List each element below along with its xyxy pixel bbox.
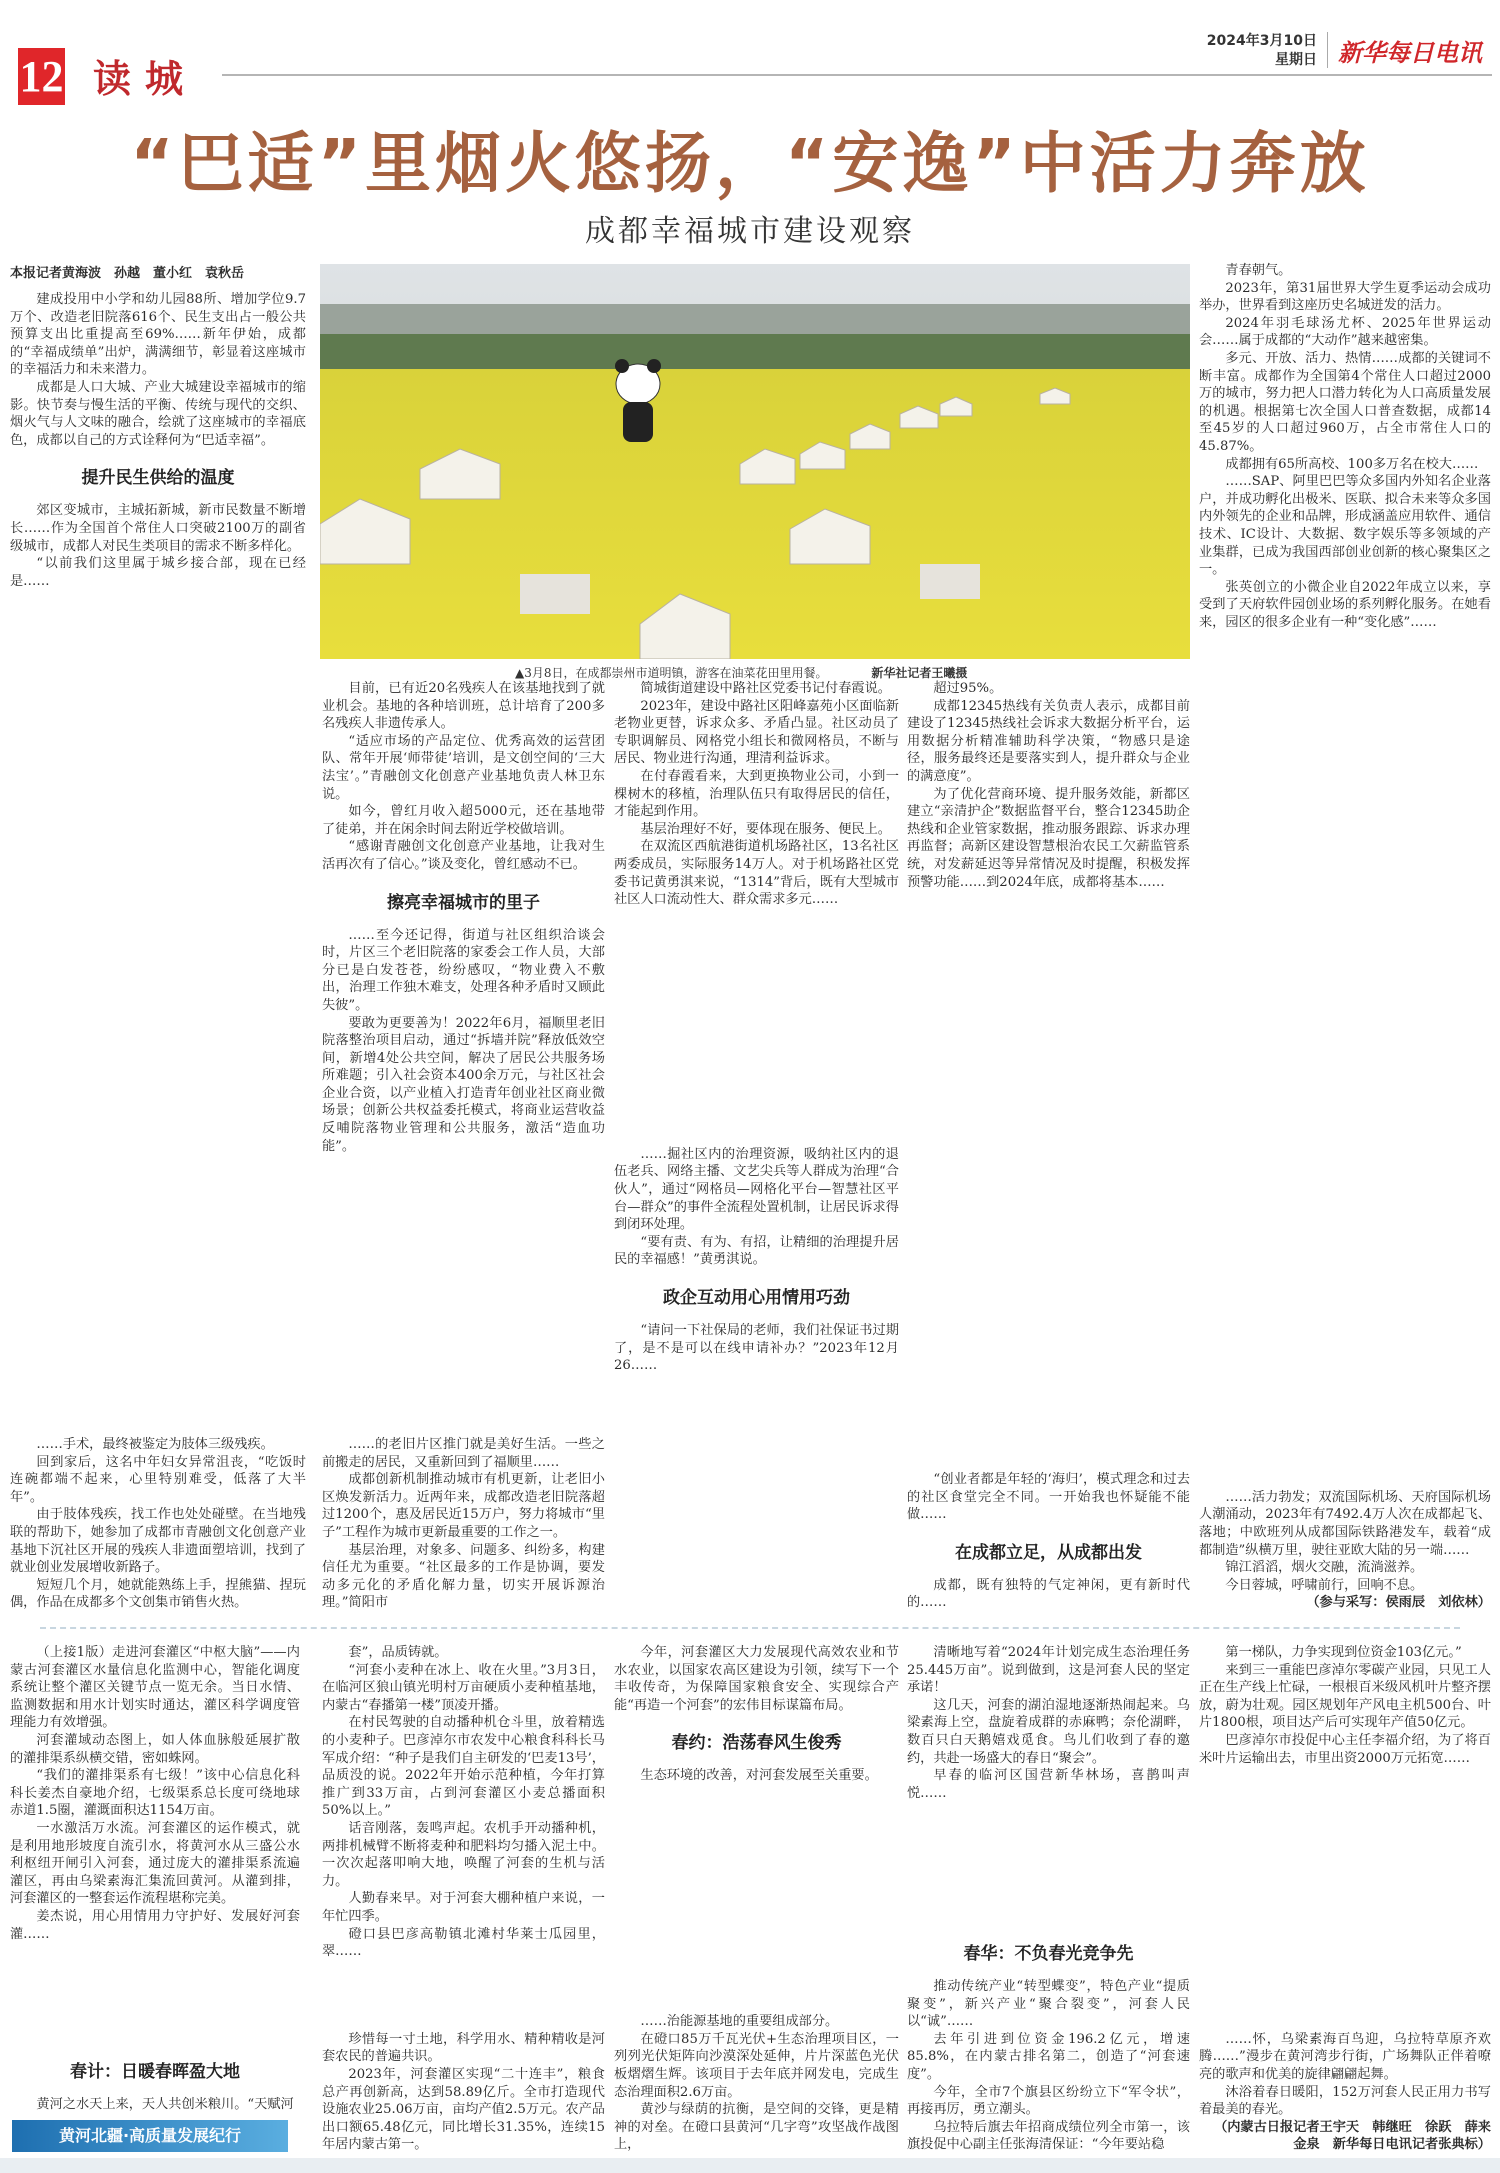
paragraph: 在双流区西航港街道机场路社区，13名社区两委成员，实际服务14万人。对于机场路社区党委书记黄勇淇来说，“1314”背后，既有大型城市社区人口流动性大、群众需求多元……: [614, 839, 899, 908]
paragraph: ……SAP、阿里巴巴等众多国内外知名企业落户，并成功孵化出极米、医联、拟合未来等众多国内外领先的企业和品牌，形成涵盖应用软件、通信技术、IC设计、大数据、数字娱乐等多领域的产业集群，已成为我国西部创业创新的核心聚集区之一。: [1199, 474, 1491, 578]
paragraph: “以前我们这里属于城乡接合部，现在已经是……: [10, 556, 306, 589]
bottom-column-3: [614, 1644, 899, 2154]
paragraph: “适应市场的产品定位、优秀高效的运营团队、常年开展‘师带徒’培训，是文创空间的‘三大法宝’。”青融创文化创意产业基地负责人林卫东说。: [322, 733, 605, 802]
paragraph: “我们的灌排渠系有七级！”该中心信息化科科长姜杰自豪地介绍，七级渠系总长度可绕地球赤道1.5圈，灌溉面积达1154万亩。: [10, 1768, 300, 1819]
page-bottom-band: [0, 2158, 1500, 2173]
paragraph: 回到家后，这名中年妇女异常沮丧，“吃饭时连碗都端不起来，心里特别难受，低落了大半年”。: [10, 1454, 306, 1505]
paragraph: 清晰地写着“2024年计划完成生态治理任务25.445万亩”。说到做到，这是河套人民的坚定承诺！: [907, 1645, 1190, 1696]
paragraph: 早春的临河区国营新华林场，喜鹊叫声悦……: [907, 1768, 1190, 1801]
paragraph: 2023年，河套灌区实现“二十连丰”，粮食总产再创新高，达到58.89亿斤。全市打造现代设施农业25.06万亩，亩均产值2.5万元。农产品出口额65.48亿元，同比增长31.35%，连续15年居内蒙古第一。: [322, 2067, 605, 2153]
top-column-5: [1199, 262, 1491, 1612]
paragraph: “创业者都是年轻的‘海归’，模式理念和过去的社区食堂完全不同。一开始我也怀疑能不能做……: [907, 1472, 1190, 1523]
paragraph: 2023年，建设中路社区阳峰嘉苑小区面临新老物业更替，诉求众多、矛盾凸显。社区动员了专职调解员、网格党小组长和微网格员，不断与居民、物业进行沟通，理清利益诉求。: [614, 698, 899, 767]
masthead-divider: [1327, 32, 1328, 68]
series-banner: 黄河北疆·高质量发展纪行: [12, 2120, 288, 2152]
top-column-1: [10, 262, 306, 1612]
section-heading: 春约：浩荡春风生俊秀: [671, 1733, 842, 1754]
paragraph: ……手术，最终被鉴定为肢体三级残疾。: [36, 1437, 274, 1453]
newspaper-logo: 新华每日电讯: [1338, 38, 1482, 67]
section-heading: 提升民生供给的温度: [81, 468, 235, 489]
page-number: 12: [18, 48, 65, 105]
photo-credit: 新华社记者王曦摄: [871, 666, 968, 680]
paragraph: 张英创立的小微企业自2022年成立以来，享受到了天府软件园创业场的系列孵化服务。在她看来，园区的很多企业有一种“变化感”……: [1199, 579, 1491, 630]
column-gap: [1199, 631, 1491, 1488]
paragraph: 短短几个月，她就能熟练上手，捏熊猫、捏玩偶，作品在成都多个文创集市销售火热。: [10, 1577, 306, 1611]
paragraph: 这几天，河套的湖泊湿地逐渐热闹起来。乌梁素海上空，盘旋着成群的赤麻鸭；奈伦湖畔，数百只白天鹅嬉戏觅食。鸟儿们收到了春的邀约，共赴一场盛大的春日“聚会”。: [907, 1697, 1190, 1766]
paragraph: 青春朝气。: [1225, 263, 1292, 278]
paragraph: 简城街道建设中路社区党委书记付春霞说。: [640, 681, 891, 696]
paragraph: 第一梯队，力争实现到位资金103亿元。”: [1225, 1645, 1462, 1660]
column-gap: [614, 909, 899, 1146]
bottom-column-5: [1199, 1644, 1491, 2154]
paragraph: 姜杰说，用心用情用力守护好、发展好河套灌……: [10, 1908, 300, 1942]
paragraph: 在村民驾驶的自动播种机仓斗里，放着精选的小麦种子。巴彦淖尔市农发中心粮食科科长马军成介绍：“种子是我们自主研发的‘巴麦13号’，品质没的说。2022年开始示范种植，今年打算推广到33万亩，占到河套灌区小麦总播面积50%以上。”: [322, 1715, 605, 1819]
paragraph: 一水激活万水流。河套灌区的运作模式，就是利用地形坡度自流引水，将黄河水从三盛公水利枢纽开闸引入河套，通过庞大的灌排渠系流遍灌区，再由乌梁素海汇集流回黄河。从灌到排，河套灌区的一整套运作流程堪称完美。: [10, 1820, 300, 1907]
top-column-2: [322, 680, 605, 1612]
paragraph: （上接1版）走进河套灌区“中枢大脑”——内蒙古河套灌区水量信息化监测中心，智能化调度系统让整个灌区关键节点一览无余。当日水情、监测数据和用水计划实时通达，灌区科学调度管理能力有效增强。: [10, 1645, 300, 1731]
reporter-credit: （参与采写：侯雨辰 刘依林）: [1306, 1595, 1491, 1611]
paragraph: 多元、开放、活力、热情……成都的关键词不断丰富。成都作为全国第4个常住人口超过2000万的城市，努力把人口潜力转化为人口高质量发展的机遇。根据第七次全国人口普查数据，成都14至45岁的人口超过960万，占全市常住人口的45.87%。: [1199, 350, 1491, 454]
column-gap: [322, 1155, 605, 1436]
paragraph: ……至今还记得，街道与社区组织洽谈会时，片区三个老旧院落的家委会工作人员，大部分已是白发苍苍，纷纷感叹，“物业费入不敷出，治理工作独木难支，处理各种矛盾时又顾此失彼”。: [322, 927, 605, 1013]
paragraph: 成都拥有65所高校、100多万名在校大……: [1225, 456, 1479, 472]
paragraph: 基层治理，对象多、问题多、纠纷多，构建信任尤为重要。“社区最多的工作是协调，要发动多元化的矛盾化解力量，切实开展诉源治理。”简阳市: [322, 1542, 605, 1611]
paragraph: ……活力勃发；双流国际机场、天府国际机场人潮涌动，2023年有7492.4万人次在成都起飞、落地；中欧班列从成都国际铁路港发车，载着“成都制造”纵横万里，驶往亚欧大陆的另一端……: [1199, 1489, 1491, 1558]
byline: 本报记者黄海波 孙越 董小红 袁秋岳: [10, 266, 245, 281]
column-gap: [907, 1802, 1190, 1925]
paragraph: 2024年羽毛球汤尤杯、2025年世界运动会……属于成都的“大动作”越来越密集。: [1199, 315, 1491, 349]
paragraph: 珍惜每一寸土地，科学用水、精种精收是河套农民的普遍共识。: [322, 2031, 605, 2065]
caption-text: ▲3月8日，在成都崇州市道明镇，游客在油菜花田里用餐。: [515, 666, 828, 680]
column-gap: [614, 1785, 899, 2013]
rapeseed-field-photo: [320, 264, 1190, 659]
paragraph: 如今，曾红月收入超5000元，还在基地带了徒弟，并在闲余时间去附近学校做培训。: [322, 804, 605, 837]
paragraph: 巴彦淖尔市投促中心主任李福介绍，为了将百米叶片运输出去，市里出资2000万元拓宽……: [1199, 1732, 1491, 1766]
photo-illustration: [320, 264, 1190, 659]
article-headline: “巴适”里烟火悠扬，“安逸”中活力奔放: [130, 125, 1370, 202]
paragraph: 乌拉特后旗去年招商成绩位列全市第一，该旗投促中心副主任张海清保证：“今年要站稳: [907, 2119, 1190, 2153]
paragraph: “河套小麦种在冰上、收在火里。”3月3日，在临河区狼山镇光明村万亩硬质小麦种植基地，内蒙古“春播第一楼”顶凌开播。: [322, 1662, 605, 1713]
paragraph: ……怀，乌梁素海百鸟迎，乌拉特草原齐欢腾……”漫步在黄河湾步行街，广场舞队正伴着嘹亮的歌声和优美的旋律翩翩起舞。: [1199, 2031, 1491, 2083]
section-name: 读城: [93, 56, 198, 101]
bottom-column-4: [907, 1644, 1190, 2154]
paragraph: 超过95%。: [933, 681, 1003, 696]
paragraph: 为了优化营商环境、提升服务效能，新都区建立“亲清护企”数据监督平台，整合12345助企热线和企业管家数据，推动服务跟踪、诉求办理再监督；高新区建设智慧根治农民工欠薪监管系统，对发薪延迟等异常情况及时提醒，积极发挥预警功能……到2024年底，成都将基本……: [907, 786, 1190, 890]
paragraph: 目前，已有近20名残疾人在该基地找到了就业机会。基地的各种培训班，总计培育了200多名残疾人非遗传承人。: [322, 681, 605, 732]
column-gap: [10, 1943, 300, 2043]
paragraph: 黄沙与绿荫的抗衡，是空间的交锋，更是精神的对垒。在磴口县黄河“几字弯”攻坚战作战图上，: [614, 2102, 899, 2153]
section-heading: 擦亮幸福城市的里子: [387, 892, 540, 913]
paragraph: 成都，既有独特的气定神闲，更有新时代的……: [907, 1577, 1190, 1611]
paragraph: 在付春霞看来，大到更换物业公司，小到一棵树木的移植，治理队伍只有取得居民的信任，才能起到作用。: [614, 768, 899, 820]
paragraph: 成都创新机制推动城市有机更新，让老旧小区焕发新活力。近两年来，成都改造老旧院落超过1200个，惠及居民近15万户，努力将城市“里子”工程作为城市更新最重要的工作之一。: [322, 1472, 605, 1541]
paragraph: 磴口县巴彦高勒镇北滩村华莱士瓜园里，翠……: [322, 1926, 605, 1960]
paragraph: ……掘社区内的治理资源，吸纳社区内的退伍老兵、网络主播、文艺尖兵等人群成为治理“合伙人”，通过“网格员—网格化平台—智慧社区平台—群众”的事件全流程处置机制，让居民诉求得到闭环处理。: [614, 1146, 899, 1233]
bottom-column-2: [322, 1644, 605, 2154]
column-gap: [1199, 1767, 1491, 2031]
bottom-column-1: [10, 1644, 300, 2114]
section-heading: 春计：日暖春晖盈大地: [70, 2062, 240, 2083]
paragraph: 黄河之水天上来，天人共创米粮川。“天赋河: [36, 2097, 294, 2113]
paragraph: ……治能源基地的重要组成部分。: [640, 2014, 839, 2030]
paragraph: 今日蓉城，呼啸前行，回响不息。: [1225, 1577, 1424, 1593]
top-column-4: [907, 680, 1190, 1612]
paragraph: 话音刚落，轰鸣声起。农机手开动播种机，两排机械臂不断将麦种和肥料均匀播入泥土中。一次次起落叩响大地，唤醒了河套的生机与活力。: [322, 1820, 605, 1889]
paragraph: 来到三一重能巴彦淖尔零碳产业园，只见工人正在生产线上忙碌，一根根百米级风机叶片整齐摆放，蔚为壮观。园区规划年产风电主机500台、叶片1800根，项目达产后可实现年产值50亿元。: [1199, 1662, 1491, 1731]
paragraph: 郊区变城市，主城拓新城，新市民数量不断增长……作为全国首个常住人口突破2100万的副省级城市，成都人对民生类项目的需求不断多样化。: [10, 503, 306, 554]
article-subheadline: 成都幸福城市建设观察: [585, 214, 915, 249]
section-divider: [40, 1627, 1460, 1629]
column-gap: [614, 1375, 899, 1612]
issue-date-block: [1180, 32, 1317, 70]
reporter-credit: （内蒙古日报记者王宇天 韩继旺 徐跃 薛来 金泉 新华每日电讯记者张典标）: [1214, 2119, 1491, 2153]
paragraph: 要敢为更要善为！2022年6月，福顺里老旧院落整治项目启动，通过“拆墙并院”释放低效空间，新增4处公共空间，解决了居民公共服务场所难题；引入社会资本400余万元，与社区社会企业合资，以产业植入打造青年创业社区商业微场景；创新公共权益委托模式，将商业运营收益反哺院落物业管理和公共服务，激活“造血功能”。: [322, 1015, 605, 1154]
paragraph: 2023年，第31届世界大学生夏季运动会成功举办，世界看到这座历史名城迸发的活力。: [1199, 280, 1491, 314]
paragraph: 在磴口85万千瓦光伏+生态治理项目区，一列列光伏矩阵向沙漠深处延伸，片片深蓝色光伏板熠熠生辉。该项目于去年底并网发电，完成生态治理面积2.6万亩。: [614, 2031, 899, 2100]
paragraph: 锦江滔滔，烟火交融，流淌滋养。: [1225, 1560, 1424, 1576]
column-gap: [322, 1961, 605, 2031]
section-heading: 政企互动用心用情用巧劲: [663, 1288, 850, 1309]
paragraph: 沐浴着春日暖阳，152万河套人民正用力书写着最美的春光。: [1199, 2084, 1491, 2118]
paragraph: 去年引进到位资金196.2亿元，增速85.8%，在内蒙古排名第二，创造了“河套速度”。: [907, 2031, 1190, 2083]
paragraph: 河套灌域动态图上，如人体血脉般延展扩散的灌排渠系纵横交错，密如蛛网。: [10, 1732, 300, 1766]
column-gap: [10, 590, 306, 1436]
paragraph: 今年，河套灌区大力发展现代高效农业和节水农业，以国家农高区建设为引领，续写下一个丰收传奇，为保障国家粮食安全、实现综合产能“再造一个河套”的宏伟目标谋篇布局。: [614, 1645, 899, 1713]
section-heading: 春华：不负春光竞争先: [963, 1944, 1134, 1965]
paragraph: 今年，全市7个旗县区纷纷立下“军令状”，再接再厉，勇立潮头。: [907, 2084, 1190, 2118]
paragraph: 基层治理好不好，要体现在服务、便民上。: [640, 821, 891, 837]
paragraph: “要有责、有为、有招，让精细的治理提升居民的幸福感！”黄勇淇说。: [614, 1234, 899, 1268]
top-column-3: [614, 680, 899, 1612]
paragraph: 生态环境的改善，对河套发展至关重要。: [640, 1768, 878, 1784]
paragraph: 由于肢体残疾，找工作也处处碰壁。在当地残联的帮助下，她参加了成都市青融创文化创意产业基地下沉社区开展的残疾人非遗面塑培训，找到了就业创业发展增收新路子。: [10, 1507, 306, 1576]
issue-weekday: 星期日: [1275, 52, 1317, 68]
paragraph: ……的老旧片区推门就是美好生活。一些之前搬走的居民，又重新回到了福顺里……: [322, 1437, 605, 1470]
section-heading: 在成都立足，从成都出发: [955, 1542, 1142, 1563]
paragraph: “请问一下社保局的老师，我们社保证书过期了，是不是可以在线申请补办？”2023年12月26……: [614, 1323, 899, 1374]
header-rule: [222, 74, 1492, 76]
issue-date: 2024年3月10日: [1206, 33, 1317, 49]
paragraph: 成都是人口大城、产业大城建设幸福城市的缩影。快节奏与慢生活的平衡、传统与现代的交织、烟火气与人文味的融合，绘就了这座城市的幸福底色，成都以自己的方式诠释何为“巴适幸福”。: [10, 379, 306, 448]
paragraph: 套”，品质铸就。: [348, 1645, 448, 1660]
paragraph: “感谢青融创文化创意产业基地，让我对生活再次有了信心。”谈及变化，曾红感动不已。: [322, 839, 605, 872]
column-gap: [907, 891, 1190, 1471]
paragraph: 人勤春来早。对于河套大棚种植户来说，一年忙四季。: [322, 1891, 605, 1924]
paragraph: 建成投用中小学和幼儿园88所、增加学位9.7万个、改造老旧院落616个、民生支出占一般公共预算支出比重提高至69%……新年伊始，成都的“幸福成绩单”出炉，满满细节，彰显着这座城市的幸福活力和未来潜力。: [10, 292, 306, 378]
photo-caption: [515, 664, 967, 681]
paragraph: 成都12345热线有关负责人表示，成都目前建设了12345热线社会诉求大数据分析平台，运用数据分析精准辅助科学决策，“物感只是途径，服务最终还是要落实到人，提升群众与企业的满意度”。: [907, 698, 1190, 784]
paragraph: 推动传统产业“转型蝶变”，特色产业“提质聚变”，新兴产业“聚合裂变”，河套人民以“诚”……: [907, 1979, 1190, 2030]
